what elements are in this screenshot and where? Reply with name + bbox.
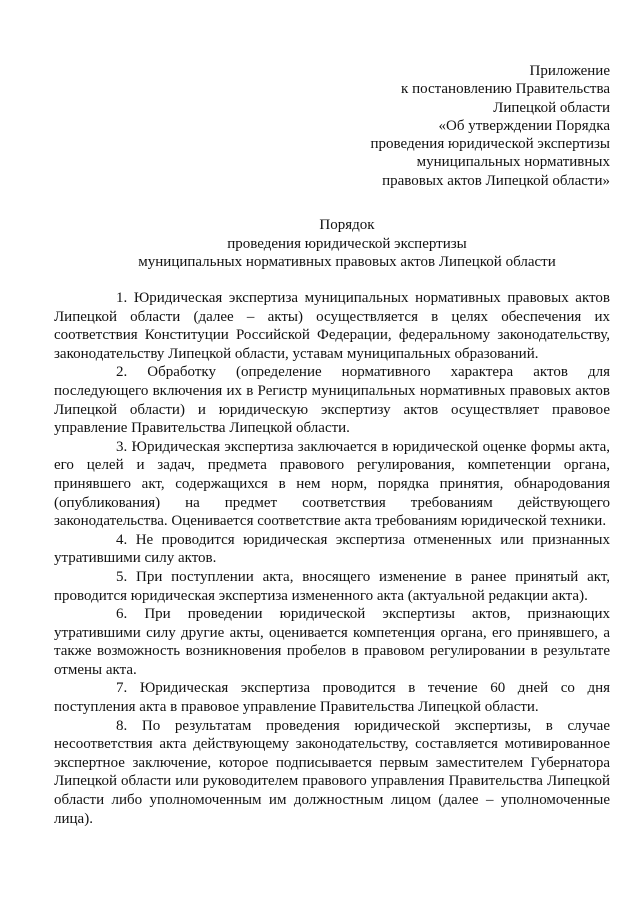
appendix-line: к постановлению Правительства — [401, 81, 610, 98]
appendix-line: правовых актов Липецкой области» — [382, 172, 610, 189]
appendix-line: муниципальных нормативных — [416, 154, 610, 171]
document-body — [54, 289, 610, 828]
appendix-block — [310, 62, 610, 190]
paragraph-7: 7. Юридическая экспертиза проводится в течение 60 дней со дня поступления акта в правовое управление Правительства Липецкой области. — [54, 680, 610, 716]
title-line: Порядок — [319, 217, 375, 233]
paragraph-3: 3. Юридическая экспертиза заключается в юридической оценке формы акта, его целей и задач, предмета правового регулирования, компетенции органа, принявшего акт, содержащихся в нем норм, порядка принятия, обнародования (опубликования) на предмет соответствия требованиям действующего законодательства. Оценивается соответствие акта требованиям юридической техники. — [54, 438, 610, 530]
paragraph-2: 2. Обработку (определение нормативного характера актов для последующего включения их в Регистр муниципальных нормативных правовых актов Липецкой области) и юридическую экспертизу актов осуществляет правовое управление Правительства Липецкой области. — [54, 364, 610, 437]
title-line: муниципальных нормативных правовых актов Липецкой области — [138, 254, 556, 270]
paragraph-6: 6. При проведении юридической экспертизы актов, признающих утратившими силу другие акты, оценивается компетенция органа, его принявшего, а также возможность возникновения пробелов в правовом регулировании в результате отмены акта. — [54, 606, 610, 678]
appendix-line: Приложение — [529, 63, 610, 79]
paragraph-5: 5. При поступлении акта, вносящего изменение в ранее принятый акт, проводится юридическая экспертиза измененного акта (актуальной редакции акта). — [54, 568, 610, 604]
appendix-line: проведения юридической экспертизы — [370, 136, 610, 153]
paragraph-1: 1. Юридическая экспертиза муниципальных нормативных правовых актов Липецкой области (далее – акты) осуществляется в целях обеспечения их соответствия Конституции Российской Федерации, федеральному законодательству, законодательству Липецкой области, уставам муниципальных образований. — [54, 290, 610, 362]
appendix-line: Липецкой области — [493, 99, 610, 116]
appendix-line: «Об утверждении Порядка — [438, 117, 610, 134]
paragraph-4: 4. Не проводится юридическая экспертиза отмененных или признанных утратившими силу актов. — [54, 531, 610, 567]
title-line: проведения юридической экспертизы — [227, 235, 467, 252]
document-title — [54, 216, 640, 272]
paragraph-8: 8. По результатам проведения юридической экспертизы, в случае несоответствия акта действующему законодательству, составляется мотивированное экспертное заключение, которое подписывается первым заместителем Губернатора Липецкой области или руководителем правового управления Правительства Липецкой области либо уполномоченным им должностным лицом (далее – уполномоченные лица). — [54, 717, 610, 827]
